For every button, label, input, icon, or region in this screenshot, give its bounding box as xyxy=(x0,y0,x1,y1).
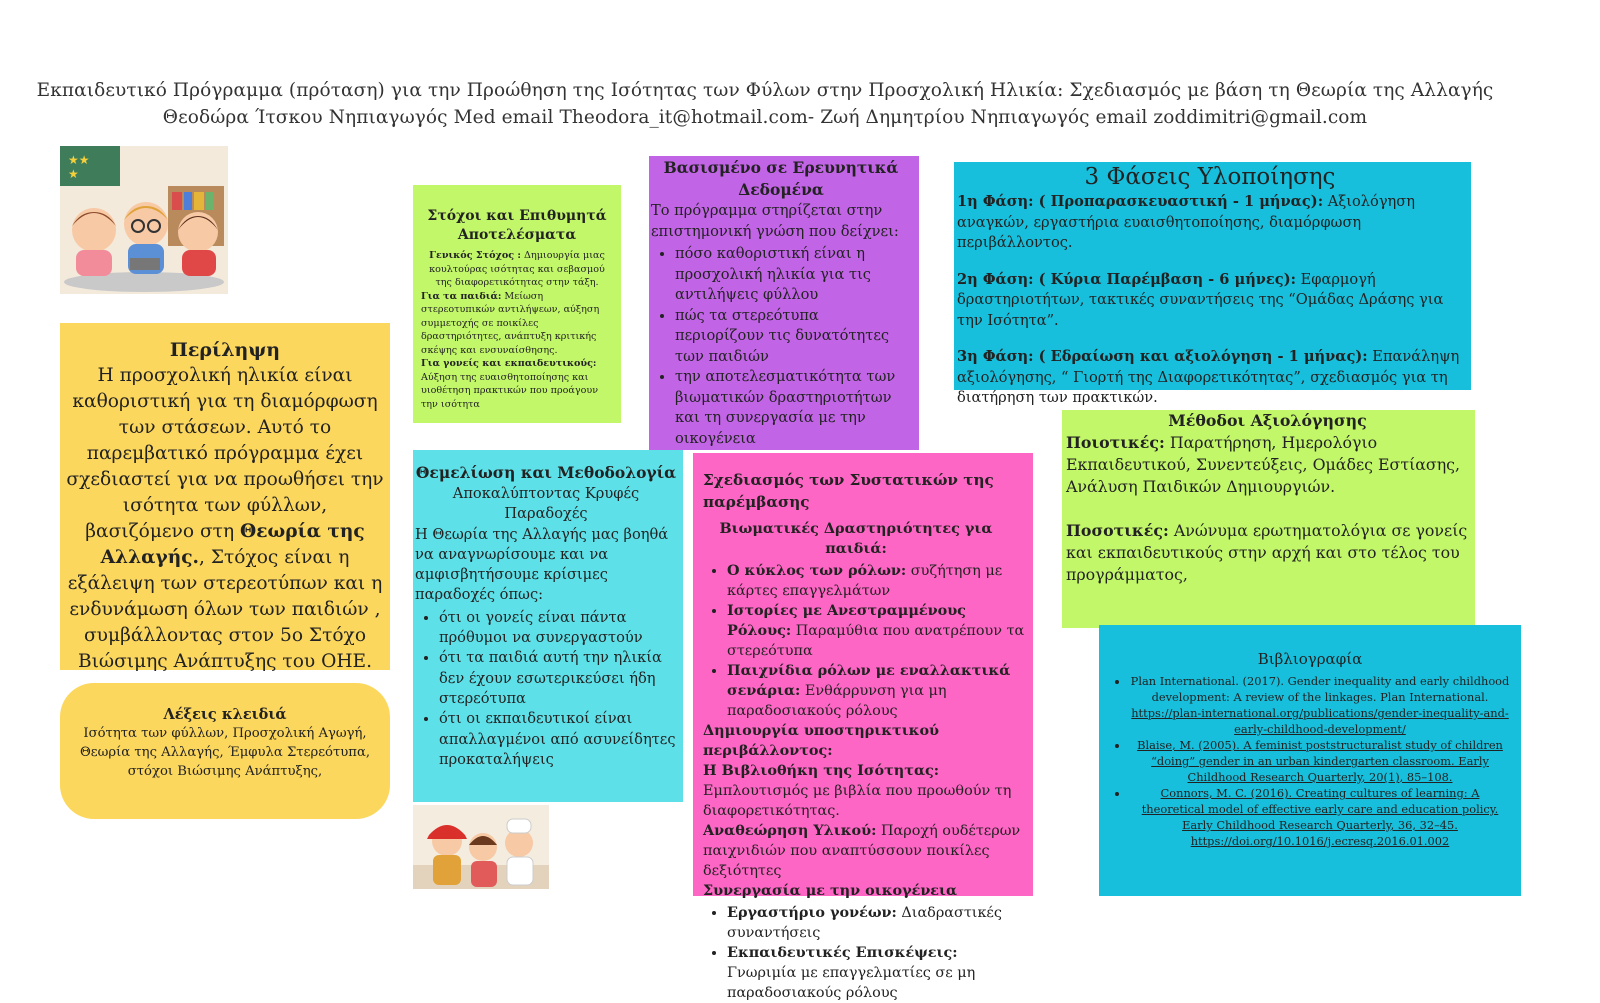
evaluation-quantitative: Ποσοτικές: Ανώνυμα ερωτηματολόγια σε γονείς και εκπαιδευτικούς στην αρχή και στο τέλος του προγράμματος, xyxy=(1066,521,1468,584)
evaluation-qualitative: Ποιοτικές: Παρατήρηση, Ημερολόγιο Εκπαιδευτικού, Συνεντεύξεις, Ομάδες Εστίασης, Ανάλυση Παιδικών Δημιουργιών. xyxy=(1066,433,1461,496)
research-title: Βασισμένο σε Ερευνητικά Δεδομένα xyxy=(663,158,899,199)
poster-authors: Θεοδώρα Ίτσκου Νηπιαγωγός Med email Theodora_it@hotmail.com- Ζωή Δημητρίου Νηπιαγωγός email zoddimitri@gmail.com xyxy=(162,107,1368,128)
phase-item: 3η Φάση: ( Εδραίωση και αξιολόγηση - 1 μήνας): Επανάληψη αξιολόγησης, “ Γιορτή της Διαφορετικότητας”, σχεδιασμός για τη διατήρηση των πρακτικών. xyxy=(957,348,1460,406)
phase-item: 1η Φάση: ( Προπαρασκευαστική - 1 μήνας): Αξιολόγηση αναγκών, εργαστήρια ευαισθητοποίησης, διαμόρφωση περιβάλλοντος. xyxy=(957,193,1416,251)
method-subtitle: Αποκαλύπτοντας Κρυφές Παραδοχές xyxy=(452,485,640,523)
reference-item: • Connors, M. C. (2016). Creating cultures of learning: A theoretical model of effective early care and education policy. Early Childhood Research Quarterly, 36, 32–45. https://doi.org/10.1016/j.ecresq.2016.01.002 xyxy=(1129,785,1511,849)
design-family-list xyxy=(703,903,1029,1003)
research-box xyxy=(649,156,919,450)
list-item: • την αποτελεσματικότητα των βιωματικών δραστηριοτήτων και τη συνεργασία με την οικογένεια xyxy=(675,367,911,449)
list-item: • Παιχνίδια ρόλων με εναλλακτικά σενάρια: Ενθάρρυνση για μη παραδοσιακούς ρόλους xyxy=(727,661,1029,721)
poster-title: Εκπαιδευτικό Πρόγραμμα (πρόταση) για την Προώθηση της Ισότητας των Φύλων στην Προσχολική Ηλικία: Σχεδιασμός με βάση τη Θεωρία της Αλλαγής xyxy=(36,80,1494,101)
goals-general: Γενικός Στόχος : Δημιουργία μιας κουλτούρας ισότητας και σεβασμού της διαφορετικότητας στην τάξη. xyxy=(429,250,605,288)
design-box xyxy=(693,453,1033,1001)
design-activities-list xyxy=(703,561,1029,721)
keywords-title: Λέξεις κλειδιά xyxy=(163,706,287,723)
children-roles-illustration xyxy=(413,805,549,889)
design-material: Αναθεώρηση Υλικού: Παροχή ουδέτερων παιχνιδιών που αναπτύσσουν ποικίλες δεξιότητες xyxy=(703,822,1021,879)
design-section-family: Συνεργασία με την οικογένεια xyxy=(703,882,958,899)
svg-text:★: ★ xyxy=(68,167,79,181)
keywords-text: Ισότητα των φύλλων, Προσχολική Αγωγή, Θεωρία της Αλλαγής, Έμφυλα Στερεότυπα, στόχοι Βιώσιμης Ανάπτυξης, xyxy=(79,726,371,779)
method-title: Θεμελίωση και Μεθοδολογία xyxy=(415,463,677,482)
children-reading-illustration xyxy=(60,146,228,294)
list-item: • Εκπαιδευτικές Επισκέψεις: Γνωριμία με επαγγελματίες σε μη παραδοσιακούς ρόλους xyxy=(727,943,1029,1003)
goals-box xyxy=(413,185,621,423)
list-item: • ότι τα παιδιά αυτή την ηλικία δεν έχουν εσωτερικεύσει ήδη στερεότυπα xyxy=(439,648,677,709)
list-item: • πόσο καθοριστική είναι η προσχολική ηλικία για τις αντιλήψεις φύλλου xyxy=(675,244,911,306)
method-intro: Η Θεωρία της Αλλαγής μας βοηθά να αναγνωρίσουμε και να αμφισβητήσουμε κρίσιμες παραδοχές όπως: xyxy=(415,525,669,604)
bibliography-title: Βιβλιογραφία xyxy=(1257,650,1363,668)
method-list xyxy=(415,608,677,770)
reference-item: • Blaise, M. (2005). A feminist poststructuralist study of children “doing” gender in an urban kindergarten classroom. Early Childhood Research Quarterly, 20(1), 85–108. xyxy=(1129,737,1511,785)
bibliography-box xyxy=(1099,625,1521,896)
summary-box xyxy=(60,323,390,670)
design-section-environment: Δημιουργία υποστηρικτικού περιβάλλοντος: xyxy=(703,722,940,759)
keywords-box xyxy=(60,683,390,819)
evaluation-title: Μέθοδοι Αξιολόγησης xyxy=(1168,411,1367,430)
evaluation-box xyxy=(1062,410,1475,628)
method-box xyxy=(413,450,683,802)
summary-title: Περίληψη xyxy=(169,339,281,361)
design-library: Η Βιβλιοθήκη της Ισότητας: Εμπλουτισμός με βιβλία που προωθούν τη διαφορετικότητας. xyxy=(703,762,1012,819)
research-list xyxy=(651,244,911,449)
svg-text:★★: ★★ xyxy=(68,153,90,167)
summary-text: Η προσχολική ηλικία είναι καθοριστική για τη διαμόρφωση των στάσεων. Αυτό το παρεμβατικό πρόγραμμα έχει σχεδιαστεί για να προωθήσει την ισότητα των φύλλων, βασιζόμενο στη Θεωρία της Αλλαγής., Στόχος είναι η εξάλειψη των στερεοτύπων και η ενδυνάμωση όλων των παιδιών , συμβάλλοντας στον 5ο Στόχο Βιώσιμης Ανάπτυξης του ΟΗΕ. xyxy=(66,365,384,672)
phases-box xyxy=(954,162,1471,406)
research-intro: Το πρόγραμμα στηρίζεται στην επιστημονική γνώση που δείχνει: xyxy=(651,202,899,240)
design-title: Σχεδιασμός των Συστατικών της παρέμβασης xyxy=(703,471,994,511)
goals-title: Στόχοι και Επιθυμητά Αποτελέσματα xyxy=(427,208,607,243)
reference-item: • Plan International. (2017). Gender inequality and early childhood development: A review of the linkages. Plan International. https://plan-international.org/publications/gender-inequality-and-early-childhood-development/ xyxy=(1129,673,1511,737)
bibliography-list xyxy=(1109,673,1511,849)
list-item: • Ιστορίες με Ανεστραμμένους Ρόλους: Παραμύθια που ανατρέπουν τα στερεότυπα xyxy=(727,601,1029,661)
list-item: • Εργαστήριο γονέων: Διαδραστικές συναντήσεις xyxy=(727,903,1029,943)
goals-children: Για τα παιδιά: Μείωση στερεοτυπικών αντιλήψεων, αύξηση συμμετοχής σε ποικίλες δραστηριότητες, ανάπτυξη κριτικής σκέψης και ενσυναίσθησης. xyxy=(421,290,600,356)
list-item: • ότι οι εκπαιδευτικοί είναι απαλλαγμένοι από ασυνείδητες προκαταλήψεις xyxy=(439,709,677,770)
reference-link[interactable]: https://doi.org/10.1016/j.ecresq.2016.01.002 xyxy=(1190,834,1450,848)
list-item: • πώς τα στερεότυπα περιορίζουν τις δυνατότητες των παιδιών xyxy=(675,306,911,368)
phases-title: 3 Φάσεις Υλοποίησης xyxy=(1084,164,1336,190)
design-section-activities: Βιωματικές Δραστηριότητες για παιδιά: xyxy=(719,520,993,557)
list-item: • ότι οι γονείς είναι πάντα πρόθυμοι να συνεργαστούν xyxy=(439,608,677,649)
phase-item: 2η Φάση: ( Κύρια Παρέμβαση - 6 μήνες): Εφαρμογή δραστηριοτήτων, τακτικές συναντήσεις της “Ομάδας Δράσης για την Ισότητα”. xyxy=(957,270,1444,329)
reference-link[interactable]: https://plan-international.org/publications/gender-inequality-and-early-childhood-development/ xyxy=(1131,706,1509,736)
goals-parents: Για γονείς και εκπαιδευτικούς: Αύξηση της ευαισθητοποίησης και υιοθέτηση πρακτικών που προάγουν την ισότητα xyxy=(421,358,599,410)
list-item: • Ο κύκλος των ρόλων: συζήτηση με κάρτες επαγγελμάτων xyxy=(727,561,1029,601)
